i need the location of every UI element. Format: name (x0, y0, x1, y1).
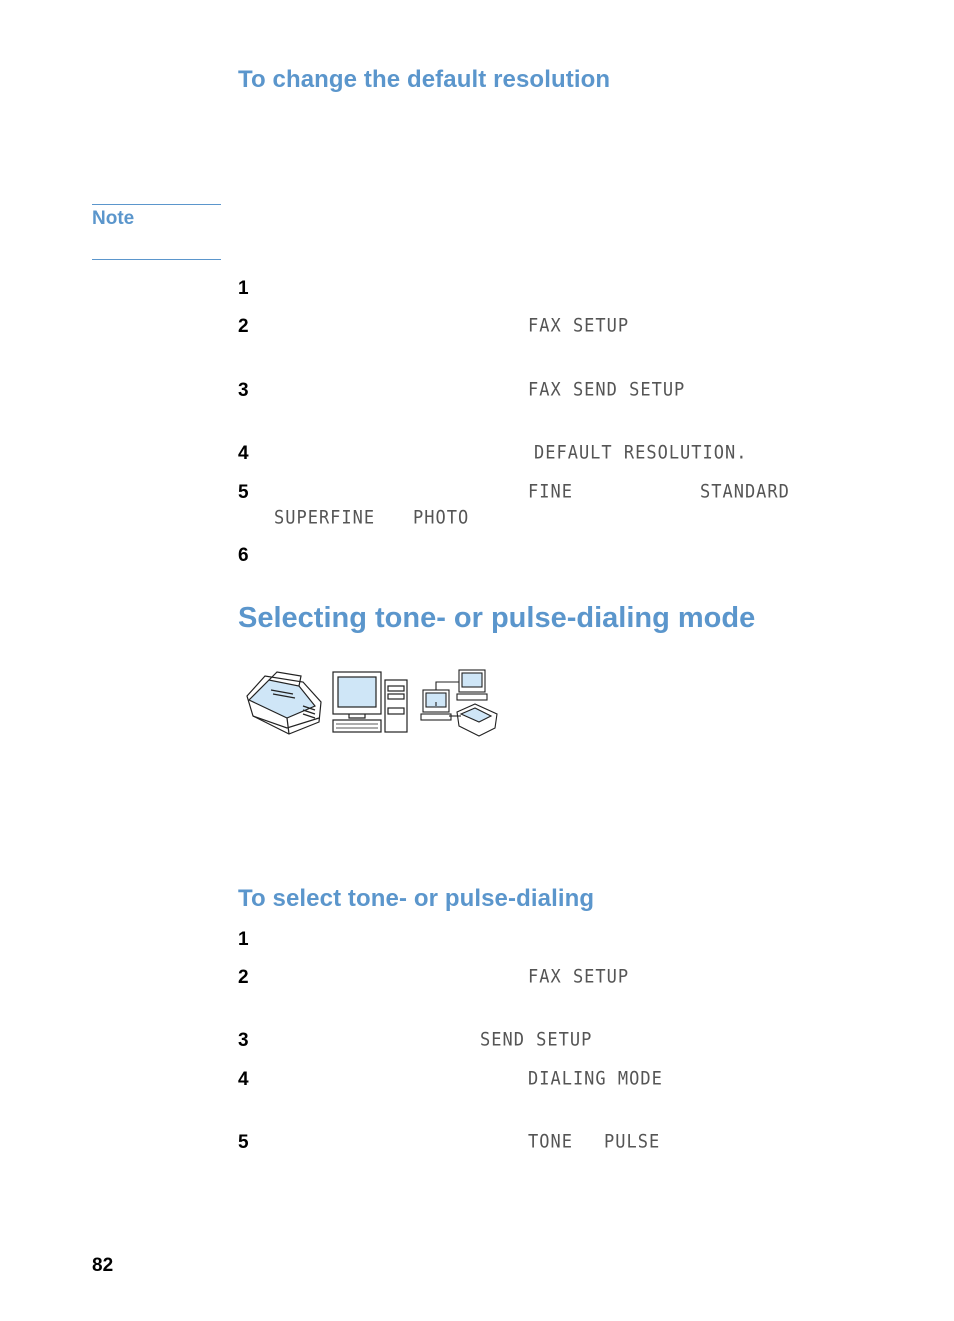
section-heading-default-resolution: To change the default resolution (238, 66, 611, 93)
fax-machine-icon (247, 672, 321, 734)
lcd-term: SEND SETUP (480, 1029, 593, 1051)
lcd-term: FINE (528, 481, 573, 503)
note-top-rule (92, 204, 221, 205)
lcd-term: PHOTO (413, 507, 470, 529)
lcd-term: FAX SETUP (528, 966, 630, 988)
step-number: 3 (238, 380, 249, 401)
product-icons (243, 666, 503, 742)
step-number: 2 (238, 967, 249, 988)
step-number: 1 (238, 929, 249, 950)
lcd-term: STANDARD (700, 481, 790, 503)
section-heading-dialing-mode: Selecting tone- or pulse-dialing mode (238, 602, 756, 634)
step-number: 5 (238, 1132, 249, 1153)
step-number: 1 (238, 278, 249, 299)
page-number: 82 (92, 1255, 114, 1276)
lcd-term: SUPERFINE (274, 507, 376, 529)
step-number: 3 (238, 1030, 249, 1051)
note-bottom-rule (92, 259, 221, 260)
step-number: 4 (238, 443, 249, 464)
step-number: 5 (238, 482, 249, 503)
note-label: Note (92, 208, 135, 229)
lcd-term: FAX SETUP (528, 315, 630, 337)
step-number: 6 (238, 545, 249, 566)
step-number: 2 (238, 316, 249, 337)
section-heading-select-dialing: To select tone- or pulse-dialing (238, 885, 595, 912)
step-number: 4 (238, 1069, 249, 1090)
computer-icon (333, 672, 407, 732)
network-icon (421, 670, 497, 736)
lcd-term: DEFAULT RESOLUTION. (534, 442, 748, 464)
lcd-term: FAX SEND SETUP (528, 379, 686, 401)
lcd-term: PULSE (604, 1131, 661, 1153)
lcd-term: TONE (528, 1131, 573, 1153)
lcd-term: DIALING MODE (528, 1068, 663, 1090)
